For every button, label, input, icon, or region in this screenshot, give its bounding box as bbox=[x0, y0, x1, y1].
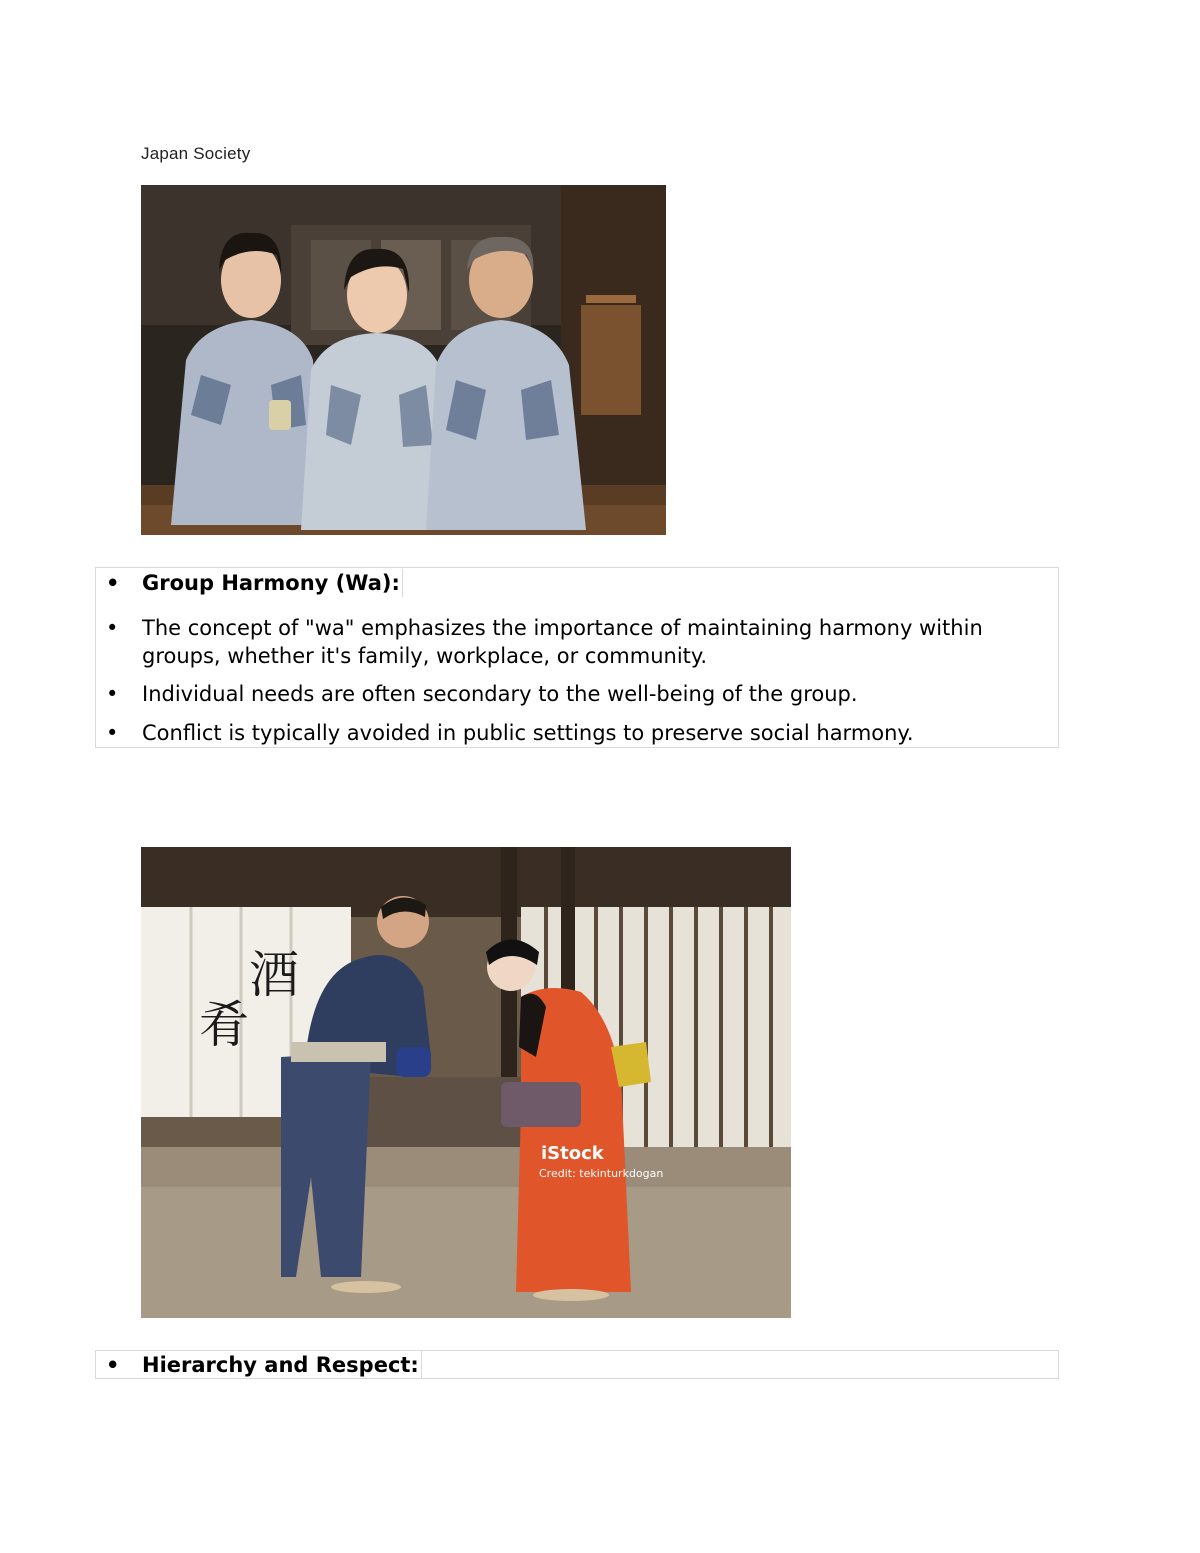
hierarchy-heading-item bbox=[96, 1351, 1058, 1379]
bowing-photo bbox=[141, 847, 791, 1318]
group-harmony-heading: Group Harmony (Wa): bbox=[142, 569, 403, 597]
bullet-marker: • bbox=[106, 1353, 120, 1377]
list-item bbox=[96, 614, 1058, 670]
sign-character: 肴 bbox=[199, 996, 249, 1054]
list-item-text: Conflict is typically avoided in public settings to preserve social harmony. bbox=[142, 721, 914, 745]
bullet-marker: • bbox=[106, 616, 119, 640]
family-photo-illustration bbox=[141, 185, 666, 535]
document-title: Japan Society bbox=[141, 144, 251, 163]
bowing-photo-illustration bbox=[141, 847, 791, 1318]
list-item bbox=[96, 680, 1058, 708]
watermark-brand: iStock bbox=[541, 1143, 604, 1164]
list-item-text: Individual needs are often secondary to the well-being of the group. bbox=[142, 682, 858, 706]
bullet-marker: • bbox=[106, 682, 119, 706]
watermark-credit: Credit: tekinturkdogan bbox=[539, 1167, 664, 1180]
hierarchy-list bbox=[95, 1350, 1059, 1379]
list-item bbox=[96, 719, 1058, 747]
bullet-marker: • bbox=[106, 571, 120, 595]
family-photo bbox=[141, 185, 666, 535]
list-item-text: The concept of "wa" emphasizes the importance of maintaining harmony within groups, whether it's family, workplace, or community. bbox=[142, 616, 983, 668]
group-harmony-heading-item bbox=[96, 569, 1058, 597]
sign-character: 酒 bbox=[249, 946, 299, 1004]
group-harmony-list bbox=[95, 567, 1059, 748]
hierarchy-heading: Hierarchy and Respect: bbox=[142, 1351, 422, 1379]
bullet-marker: • bbox=[106, 721, 119, 745]
